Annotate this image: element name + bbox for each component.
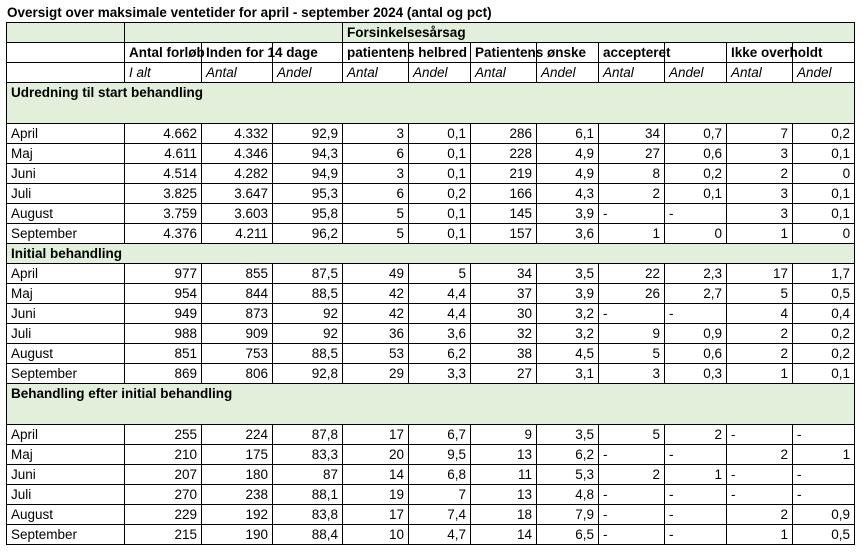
section-header-row — [7, 244, 855, 264]
table-row — [7, 344, 855, 364]
table-row — [7, 204, 855, 224]
month-cell: September — [7, 224, 125, 244]
value-cell: 0,2 — [793, 124, 855, 144]
value-cell: 88,4 — [273, 525, 343, 545]
value-cell: 14 — [343, 465, 409, 485]
value-cell: 6,8 — [409, 465, 471, 485]
column-header-cell: Ikke overholdt — [727, 43, 793, 63]
value-cell: 87,5 — [273, 264, 343, 284]
value-cell: 166 — [471, 184, 537, 204]
value-cell: 954 — [125, 284, 202, 304]
section-header-row — [7, 384, 855, 425]
value-cell: 17 — [343, 425, 409, 445]
value-cell: 6,1 — [537, 124, 599, 144]
value-cell: 4.662 — [125, 124, 202, 144]
value-cell: 4,3 — [537, 184, 599, 204]
value-cell: 988 — [125, 324, 202, 344]
value-cell: 192 — [202, 505, 273, 525]
month-cell: April — [7, 124, 125, 144]
value-cell: 5 — [343, 204, 409, 224]
value-cell: 4,4 — [409, 304, 471, 324]
value-cell: 26 — [599, 284, 665, 304]
value-cell: 229 — [125, 505, 202, 525]
value-cell: 4.211 — [202, 224, 273, 244]
value-cell: 190 — [202, 525, 273, 545]
value-cell: 0,7 — [665, 124, 727, 144]
sub-header-cell: Antal — [471, 63, 537, 83]
value-cell: 3,3 — [409, 364, 471, 384]
value-cell: 95,3 — [273, 184, 343, 204]
value-cell: - — [599, 485, 665, 505]
sub-header-cell: Antal — [599, 63, 665, 83]
value-cell: 7,9 — [537, 505, 599, 525]
value-cell: 851 — [125, 344, 202, 364]
value-cell: 0,1 — [665, 184, 727, 204]
value-cell: 2 — [727, 505, 793, 525]
value-cell: - — [727, 485, 793, 505]
value-cell: 42 — [343, 304, 409, 324]
sub-header-cell: Antal — [727, 63, 793, 83]
value-cell: - — [793, 485, 855, 505]
value-cell: 9 — [471, 425, 537, 445]
value-cell: 0,1 — [409, 164, 471, 184]
table-row — [7, 164, 855, 184]
value-cell: 0,1 — [793, 364, 855, 384]
value-cell: 224 — [202, 425, 273, 445]
value-cell: 1 — [727, 224, 793, 244]
section-label: Udredning til start behandling — [7, 83, 855, 124]
header-blank-cell — [125, 23, 343, 43]
value-cell: 92 — [273, 304, 343, 324]
sub-header-cell: I alt — [125, 63, 202, 83]
value-cell: 869 — [125, 364, 202, 384]
month-cell: August — [7, 204, 125, 224]
value-cell: 909 — [202, 324, 273, 344]
value-cell: 29 — [343, 364, 409, 384]
value-cell: 0,9 — [793, 505, 855, 525]
month-cell: Juni — [7, 164, 125, 184]
value-cell: 2 — [727, 344, 793, 364]
value-cell: - — [665, 485, 727, 505]
value-cell: 3,2 — [537, 304, 599, 324]
value-cell: 42 — [343, 284, 409, 304]
value-cell: 13 — [471, 485, 537, 505]
sub-header-cell: Antal — [202, 63, 273, 83]
value-cell: 5 — [343, 224, 409, 244]
value-cell: 17 — [727, 264, 793, 284]
value-cell: - — [599, 204, 665, 224]
value-cell: - — [599, 505, 665, 525]
value-cell: 18 — [471, 505, 537, 525]
value-cell: 38 — [471, 344, 537, 364]
value-cell: 0,1 — [793, 204, 855, 224]
value-cell: 3 — [727, 184, 793, 204]
value-cell: 2 — [727, 164, 793, 184]
table-row — [7, 144, 855, 164]
value-cell: 27 — [471, 364, 537, 384]
value-cell: 270 — [125, 485, 202, 505]
value-cell: 3,9 — [537, 284, 599, 304]
value-cell: 5 — [599, 425, 665, 445]
table-row — [7, 505, 855, 525]
section-label: Behandling efter initial behandling — [7, 384, 855, 425]
value-cell: 873 — [202, 304, 273, 324]
value-cell: 4.282 — [202, 164, 273, 184]
value-cell: 0,2 — [665, 164, 727, 184]
value-cell: 4.346 — [202, 144, 273, 164]
value-cell: 3,1 — [537, 364, 599, 384]
section-label: Initial behandling — [7, 244, 855, 264]
value-cell: 0,1 — [409, 224, 471, 244]
value-cell: 22 — [599, 264, 665, 284]
value-cell: 11 — [471, 465, 537, 485]
column-header-cell — [7, 43, 125, 63]
value-cell: 92,9 — [273, 124, 343, 144]
month-cell: Juli — [7, 485, 125, 505]
table-row — [7, 425, 855, 445]
value-cell: 215 — [125, 525, 202, 545]
value-cell: 0,1 — [409, 204, 471, 224]
value-cell: 32 — [471, 324, 537, 344]
value-cell: 5 — [409, 264, 471, 284]
value-cell: - — [665, 445, 727, 465]
value-cell: 2 — [665, 425, 727, 445]
table-row — [7, 284, 855, 304]
value-cell: 0,4 — [793, 304, 855, 324]
table-body — [7, 23, 855, 545]
value-cell: 3,9 — [537, 204, 599, 224]
value-cell: 4.332 — [202, 124, 273, 144]
table-row — [7, 364, 855, 384]
value-cell: - — [793, 465, 855, 485]
value-cell: 3,5 — [537, 425, 599, 445]
month-cell: Maj — [7, 284, 125, 304]
value-cell: - — [727, 425, 793, 445]
value-cell: 94,3 — [273, 144, 343, 164]
value-cell: 3.825 — [125, 184, 202, 204]
column-header-cell: accepteret — [599, 43, 665, 63]
value-cell: 36 — [343, 324, 409, 344]
value-cell: 5 — [599, 344, 665, 364]
value-cell: 27 — [599, 144, 665, 164]
value-cell: 3,6 — [409, 324, 471, 344]
sub-header-cell — [7, 63, 125, 83]
column-header-cell: Antal forløb — [125, 43, 202, 63]
value-cell: 7,4 — [409, 505, 471, 525]
value-cell: 4 — [727, 304, 793, 324]
month-cell: Juli — [7, 324, 125, 344]
table-row — [7, 445, 855, 465]
month-cell: Juni — [7, 304, 125, 324]
section-header-row — [7, 83, 855, 124]
value-cell: 37 — [471, 284, 537, 304]
value-cell: 4,7 — [409, 525, 471, 545]
value-cell: 87 — [273, 465, 343, 485]
table-row — [7, 224, 855, 244]
value-cell: 255 — [125, 425, 202, 445]
sub-header-cell: Andel — [793, 63, 855, 83]
value-cell: 6,2 — [537, 445, 599, 465]
group-header-row — [7, 23, 855, 43]
value-cell: 4.611 — [125, 144, 202, 164]
value-cell: 0 — [793, 164, 855, 184]
page-title: Oversigt over maksimale ventetider for april - september 2024 (antal og pct) — [7, 5, 492, 20]
month-cell: April — [7, 264, 125, 284]
value-cell: 0,1 — [409, 144, 471, 164]
value-cell: 2,7 — [665, 284, 727, 304]
value-cell: 3,5 — [537, 264, 599, 284]
value-cell: 0,1 — [793, 184, 855, 204]
value-cell: 1 — [793, 445, 855, 465]
value-cell: 3,6 — [537, 224, 599, 244]
value-cell: 1 — [665, 465, 727, 485]
value-cell: - — [665, 304, 727, 324]
value-cell: 19 — [343, 485, 409, 505]
header-blank-cell — [7, 23, 125, 43]
value-cell: 145 — [471, 204, 537, 224]
month-cell: August — [7, 505, 125, 525]
table-row — [7, 324, 855, 344]
sub-header-cell: Antal — [343, 63, 409, 83]
value-cell: 3 — [343, 164, 409, 184]
value-cell: 17 — [343, 505, 409, 525]
month-cell: Maj — [7, 445, 125, 465]
value-cell: 34 — [471, 264, 537, 284]
value-cell: - — [665, 505, 727, 525]
value-cell: 13 — [471, 445, 537, 465]
value-cell: 157 — [471, 224, 537, 244]
value-cell: 87,8 — [273, 425, 343, 445]
value-cell: 4,5 — [537, 344, 599, 364]
value-cell: 4,9 — [537, 144, 599, 164]
table-row — [7, 304, 855, 324]
value-cell: 2 — [727, 445, 793, 465]
table-row — [7, 124, 855, 144]
value-cell: 5 — [727, 284, 793, 304]
value-cell: 0,1 — [793, 144, 855, 164]
value-cell: 6,7 — [409, 425, 471, 445]
table-row — [7, 525, 855, 545]
value-cell: 219 — [471, 164, 537, 184]
value-cell: 3 — [727, 144, 793, 164]
column-header-cell: Patientens ønske — [471, 43, 537, 63]
value-cell: 4,9 — [537, 164, 599, 184]
sub-header-row — [7, 63, 855, 83]
value-cell: 3.603 — [202, 204, 273, 224]
value-cell: 2 — [599, 184, 665, 204]
table-row — [7, 264, 855, 284]
table-row — [7, 465, 855, 485]
value-cell: 3 — [599, 364, 665, 384]
value-cell: - — [727, 465, 793, 485]
value-cell: - — [599, 525, 665, 545]
value-cell: 0 — [793, 224, 855, 244]
value-cell: 2,3 — [665, 264, 727, 284]
month-cell: August — [7, 344, 125, 364]
value-cell: 7 — [409, 485, 471, 505]
sub-header-cell: Andel — [273, 63, 343, 83]
value-cell: 20 — [343, 445, 409, 465]
value-cell: 53 — [343, 344, 409, 364]
value-cell: 977 — [125, 264, 202, 284]
value-cell: 2 — [599, 465, 665, 485]
column-header-row — [7, 43, 855, 63]
value-cell: 3 — [343, 124, 409, 144]
value-cell: 0,1 — [409, 124, 471, 144]
value-cell: 0,6 — [665, 344, 727, 364]
month-cell: Juli — [7, 184, 125, 204]
value-cell: 0,6 — [665, 144, 727, 164]
value-cell: 6 — [343, 144, 409, 164]
value-cell: 855 — [202, 264, 273, 284]
column-header-cell: Inden for 14 dage — [202, 43, 273, 63]
value-cell: 1,7 — [793, 264, 855, 284]
sub-header-cell: Andel — [537, 63, 599, 83]
value-cell: 88,5 — [273, 344, 343, 364]
value-cell: 9 — [599, 324, 665, 344]
value-cell: 6,5 — [537, 525, 599, 545]
value-cell: 14 — [471, 525, 537, 545]
value-cell: 207 — [125, 465, 202, 485]
month-cell: September — [7, 364, 125, 384]
value-cell: 88,1 — [273, 485, 343, 505]
value-cell: - — [665, 204, 727, 224]
value-cell: - — [599, 445, 665, 465]
value-cell: 0,2 — [793, 344, 855, 364]
value-cell: 238 — [202, 485, 273, 505]
value-cell: 83,8 — [273, 505, 343, 525]
sub-header-cell: Andel — [665, 63, 727, 83]
value-cell: 1 — [727, 364, 793, 384]
month-cell: Juni — [7, 465, 125, 485]
value-cell: 83,3 — [273, 445, 343, 465]
value-cell: 806 — [202, 364, 273, 384]
value-cell: 94,9 — [273, 164, 343, 184]
value-cell: 175 — [202, 445, 273, 465]
value-cell: 0,5 — [793, 525, 855, 545]
value-cell: 3,2 — [537, 324, 599, 344]
value-cell: 0,2 — [793, 324, 855, 344]
value-cell: 844 — [202, 284, 273, 304]
value-cell: 96,2 — [273, 224, 343, 244]
sub-header-cell: Andel — [409, 63, 471, 83]
value-cell: 1 — [727, 525, 793, 545]
value-cell: 34 — [599, 124, 665, 144]
value-cell: - — [599, 304, 665, 324]
value-cell: 10 — [343, 525, 409, 545]
value-cell: 0,3 — [665, 364, 727, 384]
value-cell: 4.376 — [125, 224, 202, 244]
value-cell: 180 — [202, 465, 273, 485]
value-cell: 6,2 — [409, 344, 471, 364]
value-cell: 3.647 — [202, 184, 273, 204]
value-cell: 88,5 — [273, 284, 343, 304]
month-cell: Maj — [7, 144, 125, 164]
value-cell: 1 — [599, 224, 665, 244]
value-cell: 30 — [471, 304, 537, 324]
value-cell: 0,9 — [665, 324, 727, 344]
value-cell: 92 — [273, 324, 343, 344]
value-cell: 0,5 — [793, 284, 855, 304]
month-cell: September — [7, 525, 125, 545]
value-cell: 92,8 — [273, 364, 343, 384]
value-cell: 0,2 — [409, 184, 471, 204]
value-cell: 0 — [665, 224, 727, 244]
value-cell: 95,8 — [273, 204, 343, 224]
table-row — [7, 485, 855, 505]
value-cell: 8 — [599, 164, 665, 184]
value-cell: 4,8 — [537, 485, 599, 505]
value-cell: - — [665, 525, 727, 545]
column-header-cell — [665, 43, 727, 63]
value-cell: 949 — [125, 304, 202, 324]
month-cell: April — [7, 425, 125, 445]
table-row — [7, 184, 855, 204]
value-cell: 2 — [727, 324, 793, 344]
group-header-cell: Forsinkelsesårsag — [343, 23, 855, 43]
value-cell: 4,4 — [409, 284, 471, 304]
value-cell: 228 — [471, 144, 537, 164]
value-cell: 3 — [727, 204, 793, 224]
value-cell: 210 — [125, 445, 202, 465]
value-cell: 3.759 — [125, 204, 202, 224]
value-cell: - — [793, 425, 855, 445]
value-cell: 5,3 — [537, 465, 599, 485]
value-cell: 4.514 — [125, 164, 202, 184]
wait-times-table — [6, 22, 855, 545]
value-cell: 49 — [343, 264, 409, 284]
value-cell: 753 — [202, 344, 273, 364]
column-header-cell: patientens helbred — [343, 43, 409, 63]
value-cell: 286 — [471, 124, 537, 144]
value-cell: 9,5 — [409, 445, 471, 465]
value-cell: 7 — [727, 124, 793, 144]
value-cell: 6 — [343, 184, 409, 204]
